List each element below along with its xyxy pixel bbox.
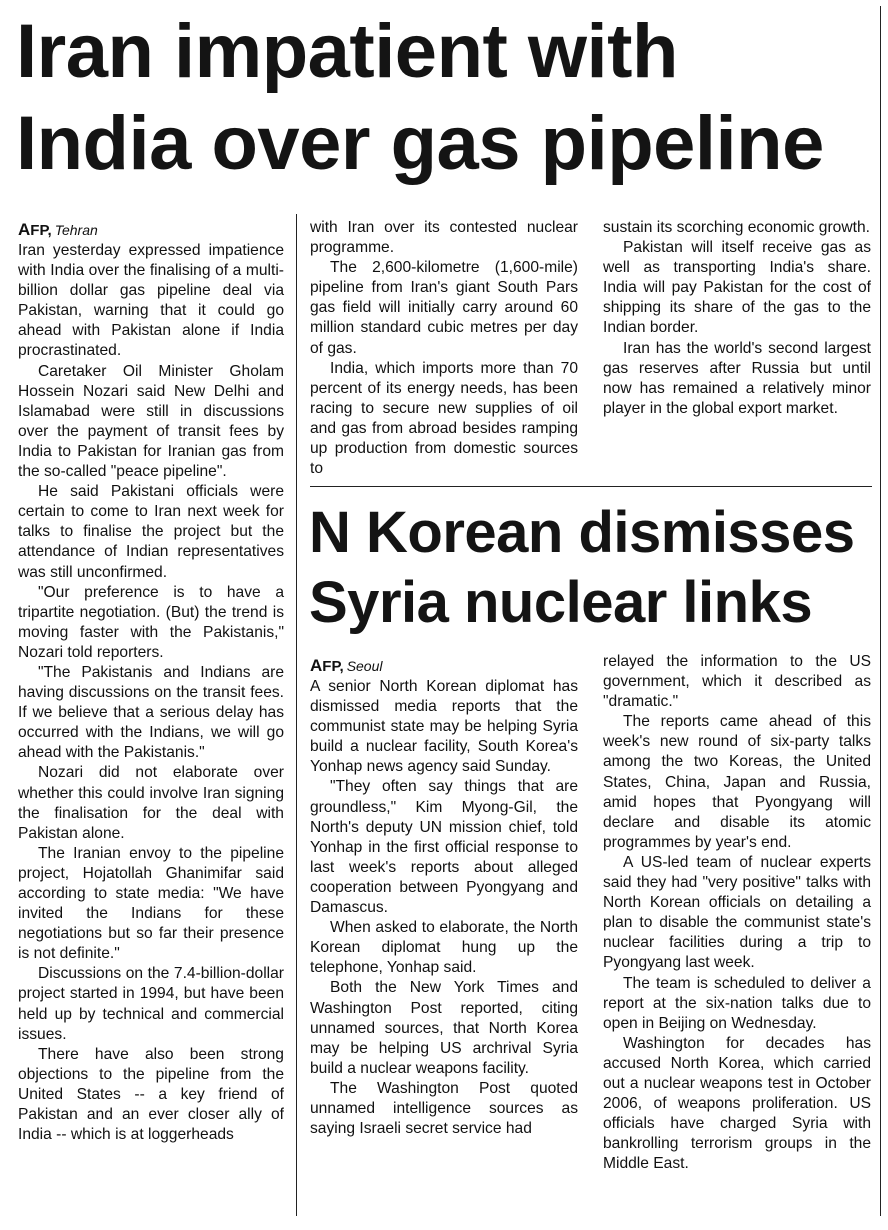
article1-headline [16, 6, 876, 190]
article1-paragraph: with Iran over its contested nuclear programme. [310, 219, 578, 257]
article2-column-2 [603, 652, 871, 1174]
article1-paragraph: The Iranian envoy to the pipeline project, Hojatollah Ghanimifar said according to state media: "We have invited the Indians for these negotiations but so far their presence is not definite." [18, 844, 284, 963]
article2-paragraph: relayed the information to the US government, which it described as "dramatic." [603, 653, 871, 711]
article2-paragraph: "They often say things that are groundless," Kim Myong-Gil, the North's deputy UN mission chief, told Yonhap in the first official response to last week's reports about alleged cooperation between Pyongyang and Damascus. [310, 778, 578, 917]
article2-paragraph: Both the New York Times and Washington Post reported, citing unnamed sources, that North Korea may be helping US archrival Syria build a nuclear weapons facility. [310, 979, 578, 1077]
column-divider-1 [296, 214, 297, 1216]
article1-dateline [18, 220, 284, 241]
article2-paragraph: The Washington Post quoted unnamed intelligence sources as saying Israeli secret service had [310, 1079, 578, 1138]
article1-city: Tehran [54, 222, 98, 238]
article2-agency: AFP, [310, 656, 344, 675]
article1-paragraph: Discussions on the 7.4-billion-dollar project started in 1994, but have been held up by technical and commercial issues. [18, 965, 284, 1043]
article1-column-1 [18, 220, 284, 1145]
article1-paragraph: sustain its scorching economic growth. [603, 219, 870, 236]
article1-paragraph: Caretaker Oil Minister Gholam Hossein Nozari said New Delhi and Islamabad were still in discussions over the payment of transit fees by India to Pakistan for Iranian gas from the so-called "peace pipeline". [18, 362, 284, 481]
article1-paragraph: There have also been strong objections to the pipeline from the United States -- a key friend of Pakistan and an ever closer ally of India -- which is at loggerheads [18, 1045, 284, 1144]
article1-column-3 [603, 218, 871, 419]
article1-paragraph: "The Pakistanis and Indians are having discussions on the transit fees. If we believe that a serious delay has occurred with the Indians, we will go ahead with the Pakistanis." [18, 663, 284, 762]
article2-dateline [310, 656, 578, 677]
article1-paragraph: Nozari did not elaborate over whether this could involve Iran signing the finalisation for the deal with Pakistan alone. [18, 764, 284, 842]
article2-paragraph: A senior North Korean diplomat has dismissed media reports that the communist state may be helping Syria build a nuclear facility, South Korea's Yonhap news agency said Sunday. [310, 678, 578, 776]
article2-paragraph: Washington for decades has accused North Korea, which carried out a nuclear weapons test in October 2006, of weapons proliferation. US officials have charged Syria with bankrolling terrorism groups in the Middle East. [603, 1034, 871, 1173]
article1-paragraph: Iran yesterday expressed impatience with India over the finalising of a multi-billion dollar gas pipeline deal via Pakistan, warning that it could go ahead with Pakistan alone if India procrastinated. [18, 242, 284, 360]
article2-paragraph: The reports came ahead of this week's new round of six-party talks among the two Koreas, the United States, China, Japan and Russia, amid hopes that Pyongyang will declare and disable its atomic programmes by year's end. [603, 713, 871, 851]
article2-city: Seoul [346, 658, 383, 674]
article1-paragraph: India, which imports more than 70 percent of its energy needs, has been racing to secure new supplies of oil and gas from abroad besides ramping up production from domestic sources to [310, 359, 578, 478]
article1-paragraph: He said Pakistani officials were certain to come to Iran next week for talks to finalise the project but the attendance of Indian representatives was still unconfirmed. [18, 483, 284, 581]
article1-paragraph: The 2,600-kilometre (1,600-mile) pipeline from Iran's giant South Pars gas field will initially carry around 60 million standard cubic metres per day of gas. [310, 259, 578, 357]
article1-agency: AFP, [18, 220, 52, 239]
article2-paragraph: The team is scheduled to deliver a report at the six-nation talks due to open in Beijing on Wednesday. [603, 974, 871, 1032]
article1-headline-line2: India over gas pipeline [16, 101, 824, 186]
section-divider-horizontal [310, 486, 872, 487]
article2-paragraph: When asked to elaborate, the North Korean diplomat hung up the telephone, Yonhap said. [310, 919, 578, 977]
article2-paragraph: A US-led team of nuclear experts said they had "very positive" talks with North Korean officials on detailing a plan to disable the communist state's nuclear facilities during a trip to Pyongyang last week. [603, 853, 871, 972]
article1-paragraph: Iran has the world's second largest gas reserves after Russia but until now has remained a relatively minor player in the global export market. [603, 339, 871, 417]
article2-headline [309, 498, 879, 638]
article2-column-1 [310, 656, 578, 1139]
article1-column-2 [310, 218, 578, 479]
right-edge-rule [880, 6, 881, 1216]
article2-headline-line1: N Korean dismisses [309, 500, 855, 565]
article1-paragraph: Pakistan will itself receive gas as well as transporting India's share. India will pay Pakistan for the cost of shipping its share of the gas to the Indian border. [603, 239, 871, 337]
article1-headline-line1: Iran impatient with [16, 9, 678, 94]
article2-headline-line2: Syria nuclear links [309, 570, 813, 635]
article1-paragraph: "Our preference is to have a tripartite negotiation. (But) the trend is moving faster with the Pakistanis," Nozari told reporters. [18, 583, 284, 661]
